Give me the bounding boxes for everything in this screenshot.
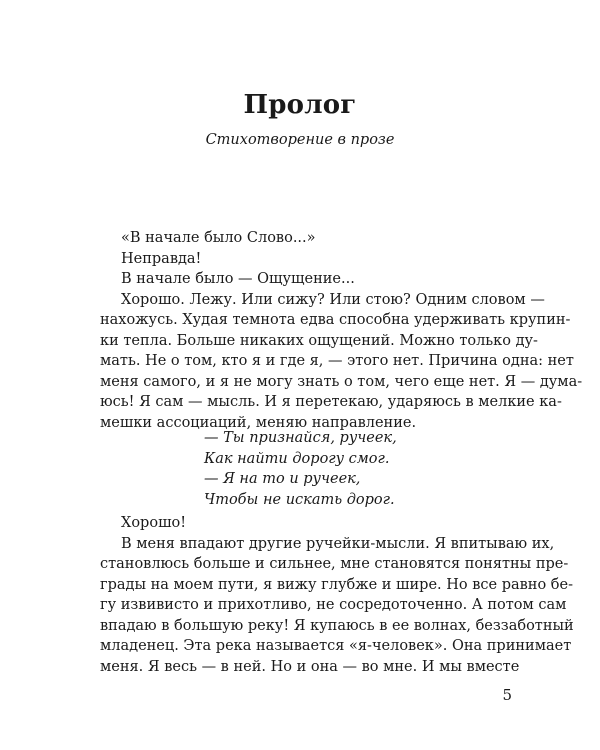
prose-section-top (100, 228, 583, 433)
text-line: грады на моем пути, я вижу глубже и шире. Но все равно бе- (100, 576, 574, 593)
poem-line: Как найти дорогу смог. (204, 450, 390, 467)
prose-section-bottom (100, 513, 574, 677)
text-line: впадаю в большую реку! Я купаюсь в ее волнах, беззаботный (100, 617, 574, 634)
quote-line: «В начале было Слово...» (121, 230, 316, 246)
poem-line: — Ты признайся, ручеек, (204, 430, 397, 446)
text-line: гу извивисто и прихотливо, не сосредоточенно. А потом сам (100, 597, 567, 613)
text-line: ки тепла. Больше никаких ощущений. Можно только ду- (100, 332, 538, 349)
text-line: младенец. Эта река называется «я-человек». Она принимает (100, 638, 572, 654)
paragraph-river (100, 534, 574, 678)
paragraph-thinking (100, 290, 583, 434)
chapter-subtitle: Стихотворение в прозе (205, 132, 395, 148)
text-line: мать. Не о том, кто я и где я, — этого нет. Причина одна: нет (100, 353, 574, 369)
poem-line: Чтобы не искать дорог. (204, 491, 395, 508)
text-line: становлюсь больше и сильнее, мне становятся понятны пре- (100, 556, 569, 572)
text-line: мешки ассоциаций, меняю направление. (100, 414, 417, 431)
text-line: Хорошо. Лежу. Или сижу? Или стою? Одним словом — (121, 291, 545, 308)
poem-line: — Я на то и ручеек, (204, 471, 361, 487)
text-line: юсь! Я сам — мысль. И я перетекаю, ударяюсь в мелкие ка- (100, 394, 562, 410)
chapter-title: Пролог (243, 90, 357, 120)
text-line: меня самого, и я не могу знать о том, чего еще нет. Я — дума- (100, 373, 583, 390)
poem-stanza (204, 428, 397, 510)
exclamation-line: Неправда! (121, 250, 202, 267)
text-line: нахожусь. Худая темнота едва способна удерживать крупин- (100, 312, 571, 328)
text-line: В меня впадают другие ручейки-мысли. Я впитываю их, (121, 535, 555, 552)
statement-line: В начале было — Ощущение... (121, 271, 355, 287)
page-number: 5 (502, 686, 512, 704)
text-line: меня. Я весь — в ней. Но и она — во мне. И мы вместе (100, 658, 520, 675)
exclamation-line: Хорошо! (121, 515, 187, 531)
